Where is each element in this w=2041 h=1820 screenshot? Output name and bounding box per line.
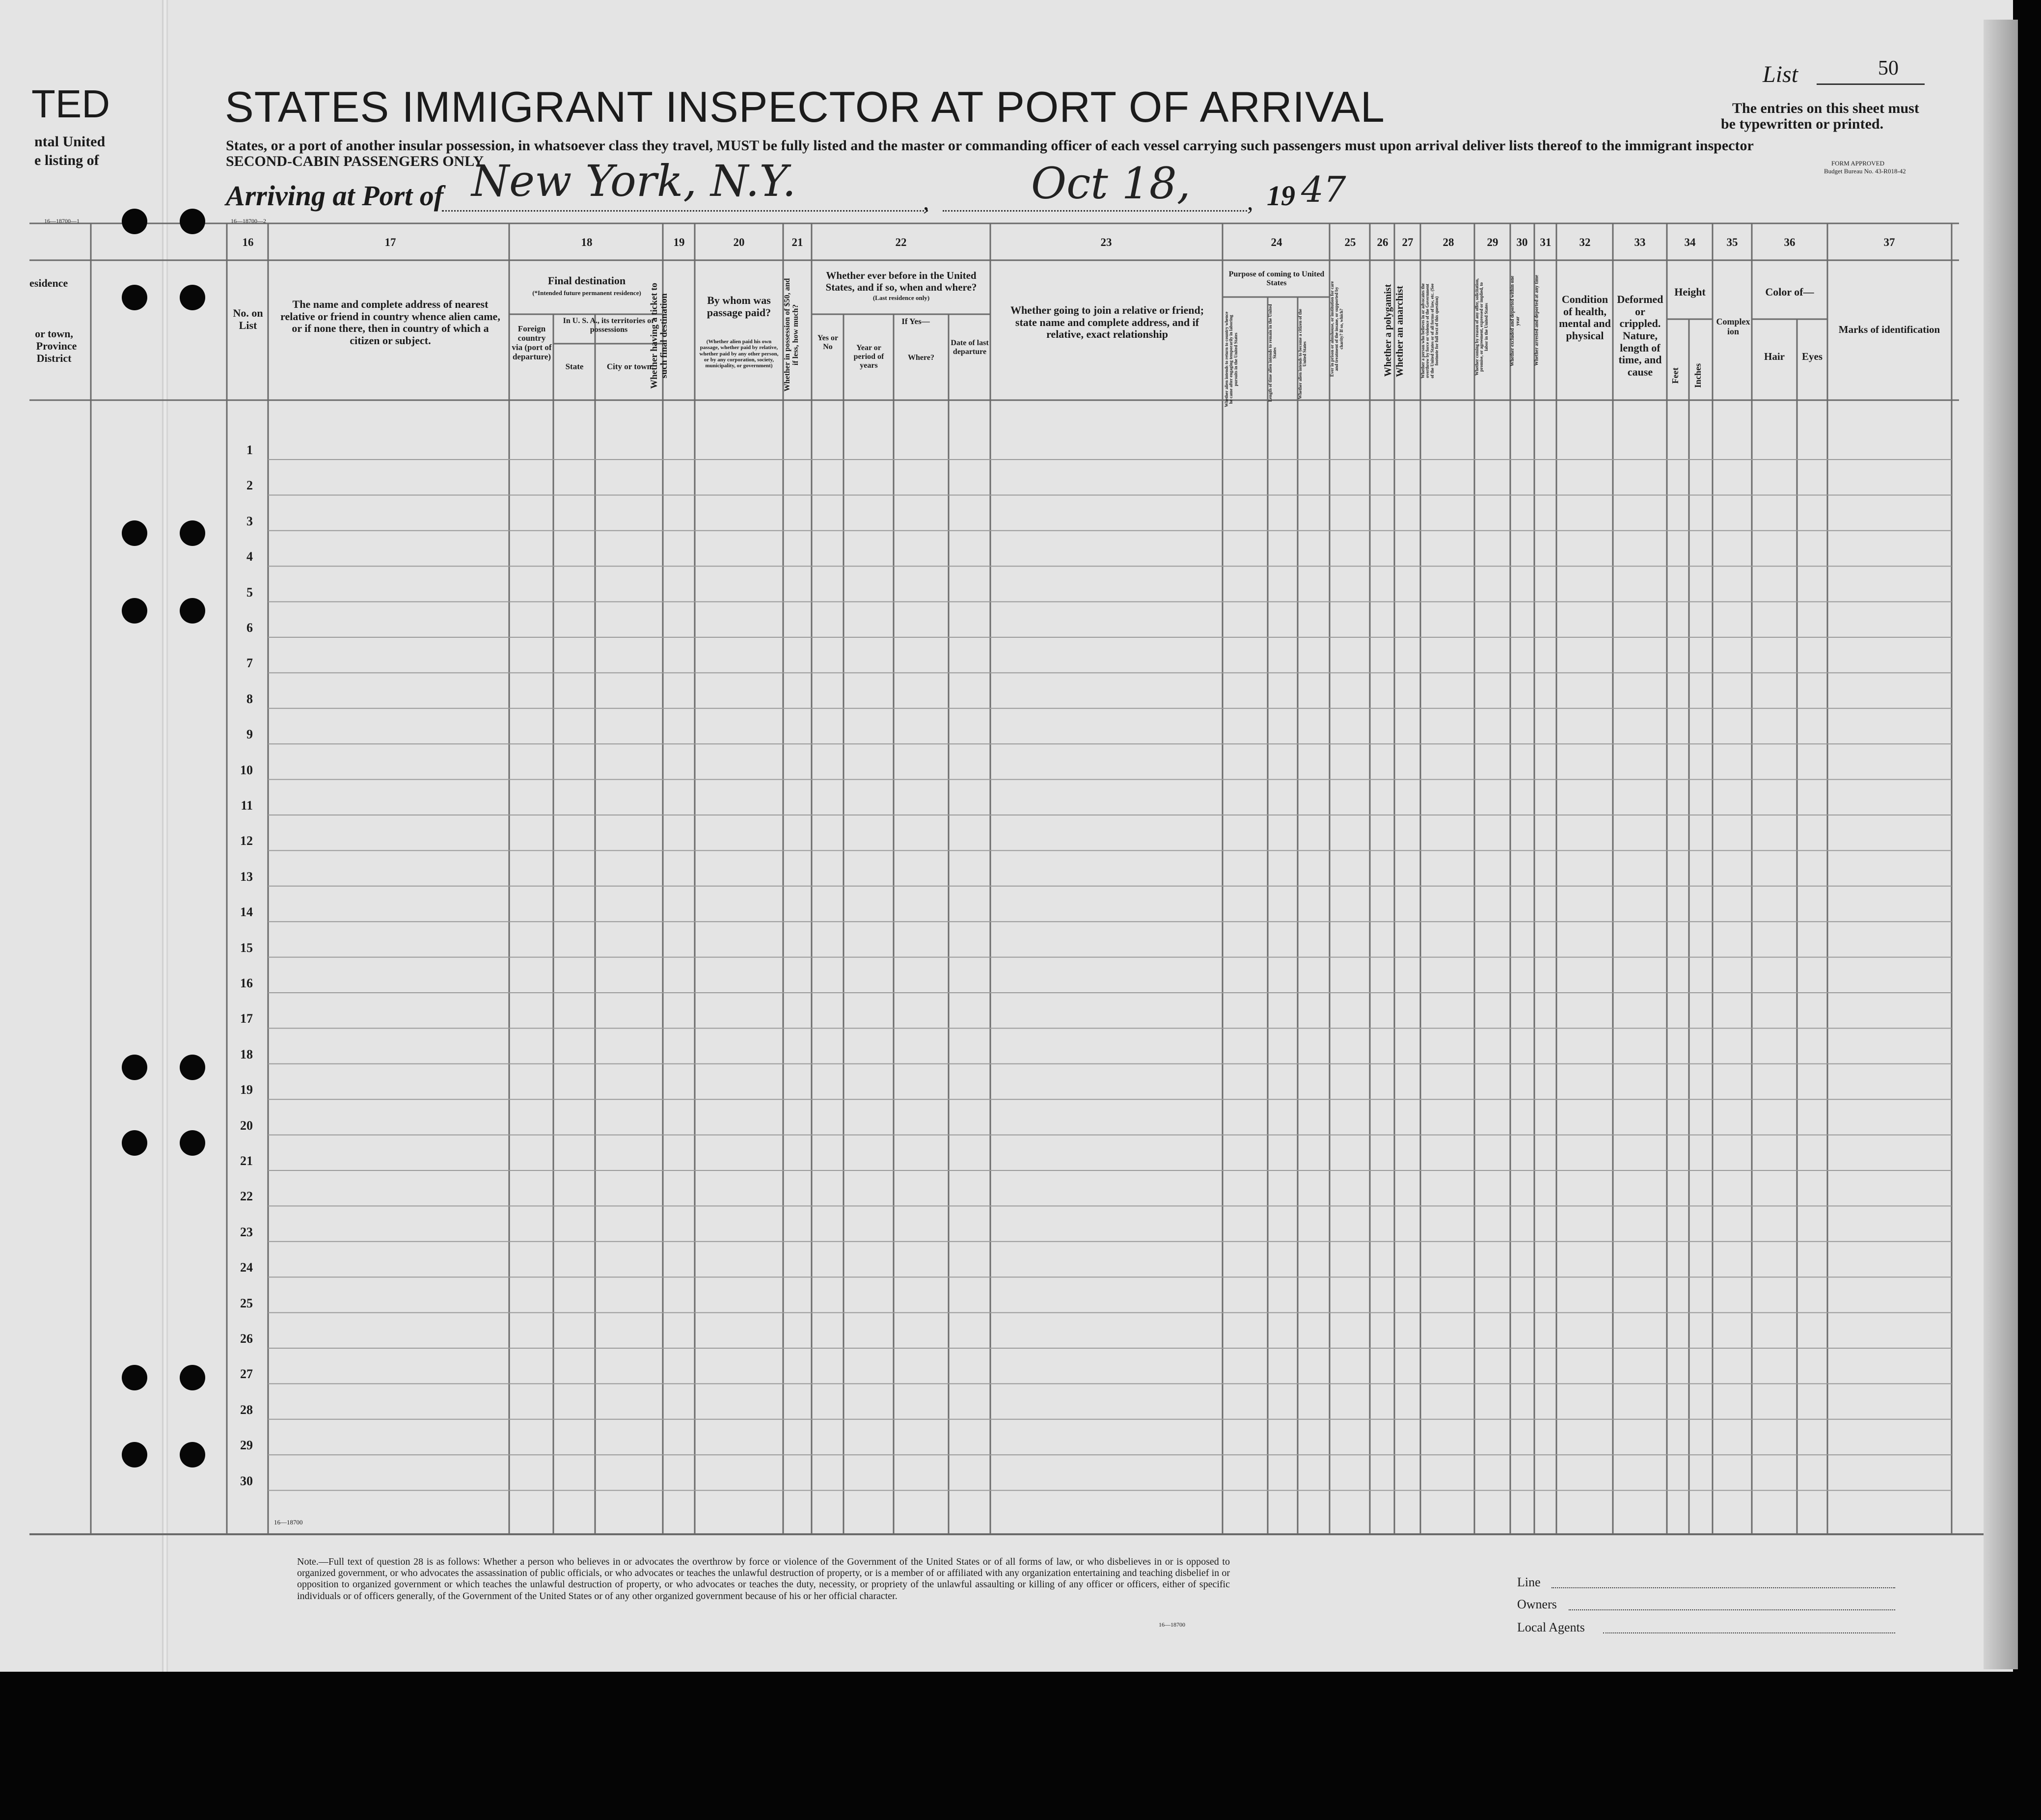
row-number: 17 bbox=[240, 1011, 253, 1026]
row-number: 19 bbox=[240, 1083, 253, 1097]
list-label: List bbox=[1763, 61, 1798, 87]
row-number: 27 bbox=[240, 1367, 253, 1382]
col28-header: Whether a person who believes in or advocates the overthrow by force or violence of the Government of the United States or of all forms of law, etc. (See footnote for full text of this question) bbox=[1420, 283, 1440, 379]
left-edge-town: or town, bbox=[35, 327, 73, 340]
col26-header: Whether a polygamist bbox=[1383, 284, 1393, 377]
punch-hole bbox=[122, 1055, 147, 1080]
col16-header: No. on List bbox=[233, 307, 263, 331]
col36-hair: Hair bbox=[1764, 351, 1785, 362]
col24-c: Whether alien intends to become a citizen of the United States bbox=[1298, 309, 1307, 399]
col36-title: Color of— bbox=[1765, 286, 1814, 298]
punch-hole bbox=[122, 285, 147, 310]
col29-header: Whether coming by reason of any offer, solicitation, promise, or agreement, expressed or implied, to labor in the United States bbox=[1474, 278, 1489, 376]
row-number: 22 bbox=[240, 1189, 253, 1204]
column-number: 26 bbox=[1377, 236, 1388, 248]
punch-hole bbox=[122, 1365, 147, 1390]
left-edge-district: District bbox=[36, 352, 72, 364]
column-number: 30 bbox=[1516, 236, 1528, 248]
footnote-code: 16—18700 bbox=[1159, 1621, 1185, 1628]
col34-inches: Inches bbox=[1693, 363, 1703, 388]
row-number: 12 bbox=[240, 834, 253, 848]
column-number: 31 bbox=[1540, 236, 1551, 248]
row-number: 6 bbox=[246, 621, 253, 635]
list-number: 50 bbox=[1878, 57, 1899, 80]
column-number: 20 bbox=[733, 236, 745, 248]
col20-title: By whom was passage paid? bbox=[707, 294, 771, 319]
col19-header: Whether having a ticket to such final destination bbox=[649, 282, 669, 389]
agents-field[interactable] bbox=[1603, 1632, 1895, 1633]
col33-header: Deformed or crippled. Nature, length of time, and cause bbox=[1617, 293, 1663, 378]
year-prefix: 19 bbox=[1267, 180, 1295, 212]
column-number: 18 bbox=[581, 236, 593, 248]
page-subtitle: States, or a port of another insular possession, in whatsoever class they travel, MUST be fully listed and the master or commanding officer of each vessel carrying such passengers must upon arrival deliver lists thereof to the immigrant inspector bbox=[226, 137, 1754, 154]
punch-hole bbox=[180, 209, 205, 234]
line-label: Line bbox=[1517, 1575, 1541, 1589]
col27-header: Whether an anarchist bbox=[1394, 286, 1405, 377]
comma: , bbox=[1247, 188, 1253, 215]
edge-title: TED bbox=[31, 82, 110, 126]
edge-line-1: ntal United bbox=[34, 134, 106, 150]
punch-hole bbox=[180, 1365, 205, 1390]
row-number: 9 bbox=[246, 727, 253, 742]
punch-hole bbox=[180, 598, 205, 624]
year-handwritten: 47 bbox=[1301, 169, 1346, 210]
row-number: 23 bbox=[240, 1224, 253, 1239]
agents-label: Local Agents bbox=[1517, 1620, 1585, 1634]
row-number: 28 bbox=[240, 1402, 253, 1417]
row-number: 21 bbox=[240, 1154, 253, 1168]
col22-title: Whether ever before in the United States, and if so, when and where? bbox=[825, 270, 977, 293]
budget-bureau: Budget Bureau No. 43-R018-42 bbox=[1824, 167, 1906, 175]
date-handwritten: Oct 18, bbox=[1031, 158, 1191, 209]
edge-line-2: e listing of bbox=[34, 152, 99, 168]
line-field[interactable] bbox=[1551, 1587, 1895, 1588]
column-number: 21 bbox=[791, 236, 803, 248]
class-label: SECOND-CABIN PASSENGERS ONLY bbox=[226, 153, 484, 169]
punch-hole bbox=[122, 598, 147, 624]
col30-header: Whether excluded and deported within one year bbox=[1510, 275, 1521, 367]
column-number: 36 bbox=[1784, 236, 1796, 248]
column-number: 29 bbox=[1487, 236, 1498, 248]
row-number: 16 bbox=[240, 976, 253, 990]
form-approved: FORM APPROVED bbox=[1831, 160, 1885, 167]
col24-b: Length of time alien intends to remain in the United States bbox=[1268, 304, 1278, 402]
col23-header: Whether going to join a relative or friend; state name and complete address, and if relative, exact relationship bbox=[1010, 304, 1204, 341]
col22-date: Date of last departure bbox=[951, 339, 989, 356]
row-number: 5 bbox=[246, 585, 253, 599]
col24-title: Purpose of coming to United States bbox=[1228, 270, 1325, 287]
col31-header: Whether arrested and deported at any time bbox=[1534, 274, 1540, 366]
col34-title: Height bbox=[1674, 286, 1706, 298]
owners-label: Owners bbox=[1517, 1597, 1557, 1611]
port-underline bbox=[442, 210, 928, 212]
col36-eyes: Eyes bbox=[1802, 351, 1823, 362]
row-number: 26 bbox=[240, 1331, 253, 1346]
punch-hole bbox=[180, 1442, 205, 1467]
row-number: 13 bbox=[240, 869, 253, 884]
punch-hole bbox=[122, 1130, 147, 1156]
col18-foreign: Foreign country via (port of departure) bbox=[512, 324, 552, 362]
col18-state: State bbox=[565, 362, 584, 371]
punch-hole bbox=[180, 1130, 205, 1156]
column-number: 34 bbox=[1684, 236, 1696, 248]
col34-feet: Feet bbox=[1670, 367, 1680, 384]
left-edge-residence: esidence bbox=[29, 277, 68, 289]
column-number: 24 bbox=[1271, 236, 1282, 248]
col35-header: Complexion bbox=[1716, 317, 1750, 337]
punch-hole bbox=[180, 1055, 205, 1080]
form-code-top-left: 16—18700—1 bbox=[44, 217, 80, 224]
column-number: 32 bbox=[1579, 236, 1591, 248]
row-lines bbox=[268, 460, 1952, 1491]
row-number: 20 bbox=[240, 1118, 253, 1133]
col32-header: Condition of health, mental and physical bbox=[1559, 293, 1611, 342]
col18-usa: In U. S. A., its territories or possessions bbox=[563, 317, 655, 334]
row-number: 8 bbox=[246, 691, 253, 706]
col25-header: Ever in prison or almshouse, or institution for care and treatment of the insane, or supported by charity? If so, which? bbox=[1330, 281, 1344, 377]
col17-header: The name and complete address of nearest relative or friend in country whence alien came, or if none there, then in country of which a citizen or subject. bbox=[280, 298, 500, 347]
col18-title: Final destination bbox=[547, 274, 626, 287]
row-number: 7 bbox=[246, 656, 253, 671]
page-title: STATES IMMIGRANT INSPECTOR AT PORT OF ARRIVAL bbox=[225, 82, 1385, 131]
row-number: 3 bbox=[246, 514, 253, 528]
col22-where: Where? bbox=[908, 353, 934, 362]
column-number: 23 bbox=[1100, 236, 1112, 248]
footer-form-code: 16—18700 bbox=[274, 1519, 303, 1526]
row-number: 4 bbox=[246, 549, 253, 564]
col18-city: City or town bbox=[606, 362, 652, 371]
punch-hole bbox=[122, 520, 147, 546]
date-underline bbox=[943, 210, 1247, 212]
row-number: 10 bbox=[240, 762, 253, 777]
col22-yesno: Yes or No bbox=[817, 334, 839, 351]
row-number: 25 bbox=[240, 1296, 253, 1310]
row-number: 24 bbox=[240, 1260, 253, 1275]
col18-sub: (*Intended future permanent residence) bbox=[532, 289, 641, 297]
punch-hole bbox=[122, 209, 147, 234]
col21-header: Whether in possession of $50, and if less, how much? bbox=[783, 278, 800, 392]
comma: , bbox=[923, 188, 929, 215]
column-number: 37 bbox=[1883, 236, 1895, 248]
row-number: 11 bbox=[241, 798, 253, 813]
list-underline bbox=[1817, 83, 1925, 85]
column-number: 33 bbox=[1634, 236, 1646, 248]
column-number: 17 bbox=[384, 236, 396, 248]
footnote: Note.—Full text of question 28 is as follows: Whether a person who believes in or advocates the overthrow by force or violence of the Government of the United States or of all forms of law, or who disbelieves in or is opposed to organized government, or who advocates the assassination of public officials, or who advocates or teaches the unlawful destruction of property, or is a member of or affiliated with any organization entertaining and teaching disbelief in or opposition to organized government or which teaches the unlawful destruction of property, or who advocates or teaches the duty, necessity, or propriety of the unlawful assaulting or killing of any officer or officers, either of specific individuals or of officers generally, of the Government of the United States or of any other organized government because of his or her official character. bbox=[297, 1556, 1230, 1602]
column-number: 28 bbox=[1442, 236, 1454, 248]
col22-year: Year or period of years bbox=[853, 344, 884, 370]
column-number: 27 bbox=[1402, 236, 1414, 248]
left-edge-province: Province bbox=[36, 340, 77, 352]
column-number: 35 bbox=[1726, 236, 1738, 248]
col24-a: Whether alien intends to return to country whence he came after engaging temporarily in laboring pursuits in the United States bbox=[1224, 311, 1238, 407]
entries-note-1: The entries on this sheet must bbox=[1732, 100, 1919, 116]
punch-hole bbox=[122, 1442, 147, 1467]
column-number: 19 bbox=[673, 236, 685, 248]
col20-sub: (Whether alien paid his own passage, whether paid by relative, whether paid by any other person, or by any corporation, society, municipality, or government) bbox=[699, 339, 779, 369]
col22-ifyes: If Yes— bbox=[901, 317, 930, 326]
row-number: 29 bbox=[240, 1438, 253, 1453]
row-number: 30 bbox=[240, 1473, 253, 1488]
col22-sub: (Last residence only) bbox=[872, 294, 930, 301]
row-number: 1 bbox=[246, 443, 253, 457]
arriving-label: Arriving at Port of bbox=[226, 180, 444, 212]
row-number: 2 bbox=[246, 478, 253, 493]
row-number: 18 bbox=[240, 1047, 253, 1061]
port-handwritten: New York, N.Y. bbox=[471, 156, 796, 206]
owners-field[interactable] bbox=[1569, 1609, 1895, 1610]
form-code-top-mid: 16—18700—2 bbox=[231, 217, 266, 224]
col37-header: Marks of identification bbox=[1838, 324, 1940, 335]
punch-hole bbox=[180, 285, 205, 310]
punch-hole bbox=[180, 520, 205, 546]
entries-note-2: be typewritten or printed. bbox=[1721, 116, 1884, 132]
column-number: 22 bbox=[895, 236, 907, 248]
row-number: 14 bbox=[240, 905, 253, 920]
row-number: 15 bbox=[240, 940, 253, 955]
column-number: 16 bbox=[242, 236, 254, 248]
column-number: 25 bbox=[1344, 236, 1356, 248]
